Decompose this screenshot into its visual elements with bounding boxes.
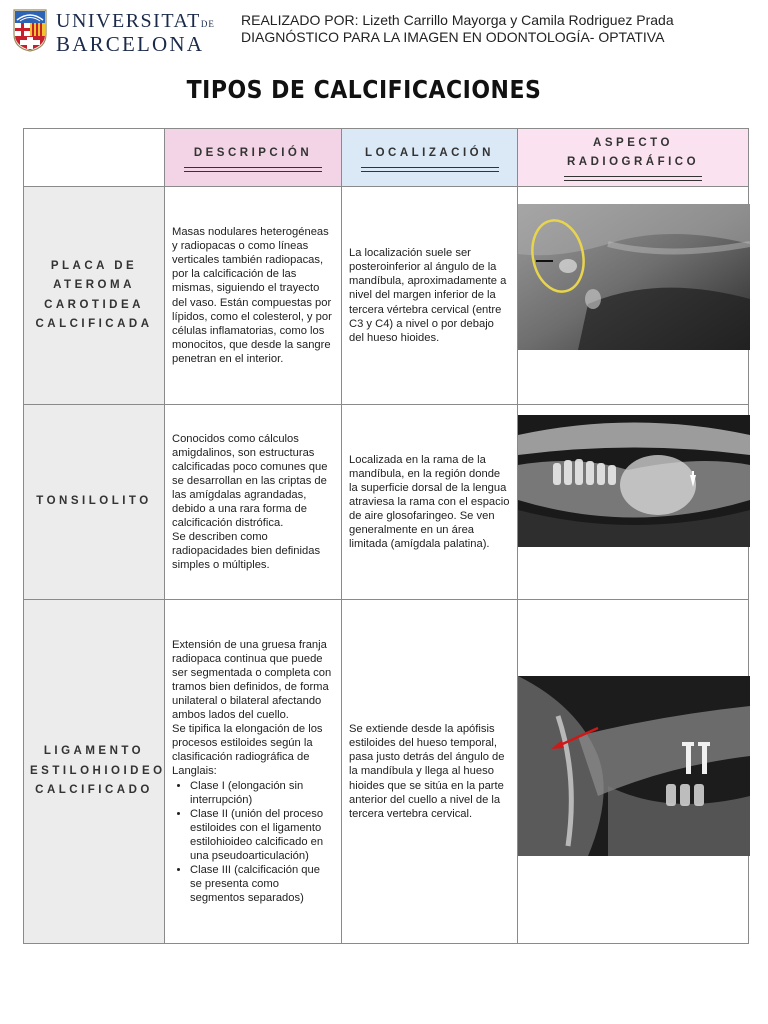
row-localizacion-cell [342, 405, 518, 600]
row-name-line: CAROTIDEA [44, 298, 144, 311]
table-row [24, 600, 749, 944]
university-logo [12, 8, 215, 56]
header-localizacion [342, 129, 518, 187]
descripcion-text-2: Se describen como radiopacidades bien definidas simples o múltiples. [172, 531, 321, 572]
stylohyoid-ligament-radiograph [518, 676, 750, 856]
header-empty-cell [24, 129, 165, 187]
row-localizacion-cell [342, 187, 518, 405]
row-name-line: CALCIFICADA [35, 318, 153, 330]
row-descripcion-cell [165, 405, 342, 600]
row-name-line: TONSILOLITO [36, 495, 152, 508]
header-descripcion [165, 129, 342, 187]
header-aspecto-label-1: ASPECTO [593, 137, 673, 149]
list-item: • Clase III (calcificación que se presenta como segmentos separados) [190, 863, 334, 905]
logo-text-line2: BARCELONA [56, 32, 205, 56]
table-row [24, 187, 749, 405]
row-aspecto-cell [518, 405, 749, 600]
row-name-line: CALCIFICADO [35, 784, 153, 797]
tonsillolith-radiograph [518, 415, 750, 547]
table-header-row [24, 129, 749, 187]
university-shield-icon [12, 8, 48, 52]
header-underline [361, 167, 499, 172]
localizacion-text: Se extiende desde la apófisis estiloides del hueso temporal, pasa justo detrás del ángulo de la mandíbula y llega al hueso hioides que se sitúa en la parte anterior del cuello a nivel de la tercera vertebra cervical. [349, 723, 505, 820]
credits-authors: REALIZADO POR: Lizeth Carrillo Mayorga y Camila Rodriguez Prada [241, 12, 674, 28]
langlais-classes-list [172, 779, 334, 906]
list-item: • Clase I (elongación sin interrupción) [190, 779, 334, 807]
carotid-plaque-radiograph [518, 204, 750, 350]
header-underline [564, 176, 702, 181]
header-descripcion-label: DESCRIPCIÓN [193, 147, 313, 159]
row-aspecto-cell [518, 187, 749, 405]
descripcion-text: Conocidos como cálculos amigdalinos, son estructuras calcificadas poco comunes que se desarrollan en las criptas de las amígdalas agrandadas, debido a una rara forma de calcificación distrófica. [172, 432, 328, 530]
list-item: • Clase II (unión del proceso estiloides con el ligamento estilohioideo calcificado en una pseudoarticulación) [190, 807, 334, 863]
row-name-line: ESTILOHIOIDEO [30, 764, 166, 777]
header-localizacion-label: LOCALIZACIÓN [365, 147, 494, 159]
credits-block [241, 12, 674, 46]
logo-text-line1: UNIVERSITATDE [56, 10, 215, 32]
row-localizacion-cell [342, 600, 518, 944]
row-descripcion-cell [165, 187, 342, 405]
localizacion-text: Localizada en la rama de la mandíbula, en la región donde la superficie dorsal de la lengua atraviesa la rama con el espacio de aire glosofaringeo. Se ven generalmente en un área limitada (amígdala palatina). [349, 453, 510, 551]
row-name-cell [24, 600, 165, 944]
descripcion-text-2: Se tipifica la elongación de los procesos estiloides según la clasificación radiográfica de Langlais: [172, 723, 323, 778]
header-aspecto-label-2: RADIOGRÁFICO [566, 156, 700, 168]
row-name-cell [24, 405, 165, 600]
credits-course: DIAGNÓSTICO PARA LA IMAGEN EN ODONTOLOGÍA- OPTATIVA [241, 29, 665, 45]
header-aspecto [518, 129, 749, 187]
row-aspecto-cell [518, 600, 749, 944]
table-row [24, 405, 749, 600]
header-underline [184, 167, 322, 172]
row-name-line: LIGAMENTO [43, 745, 145, 758]
descripcion-text: Extensión de una gruesa franja radiopaca continua que puede ser segmentada o completa con tramos bien definidos, de forma unilateral o bilateral afectando ambos lados del cuello. [172, 638, 332, 722]
row-name-cell [24, 187, 165, 405]
localizacion-text: La localización suele ser posteroinferior al ángulo de la mandíbula, aproximadamente a nivel del margen inferior de la tercera vértebra cervical (entre C3 y C4) a nivel o por debajo del hueso hioides. [349, 247, 507, 344]
logo-text-suffix: DE [200, 19, 215, 29]
row-descripcion-cell [165, 600, 342, 944]
descripcion-text: Masas nodulares heterogéneas y radiopacas o como líneas verticales también radiopacas, por la calcificación de las mismas, siguiendo el trayecto del vaso. Están compuestas por lípidos, como el colesterol, y por células inflamatorias, como los monocitos, que desde la sangre penetran en el interior. [172, 226, 332, 365]
row-name-line: PLACA DE [50, 259, 138, 272]
page-title: TIPOS DE CALCIFICACIONES [186, 76, 542, 105]
calcifications-table [23, 128, 749, 944]
row-name-line: ATEROMA [53, 279, 135, 291]
